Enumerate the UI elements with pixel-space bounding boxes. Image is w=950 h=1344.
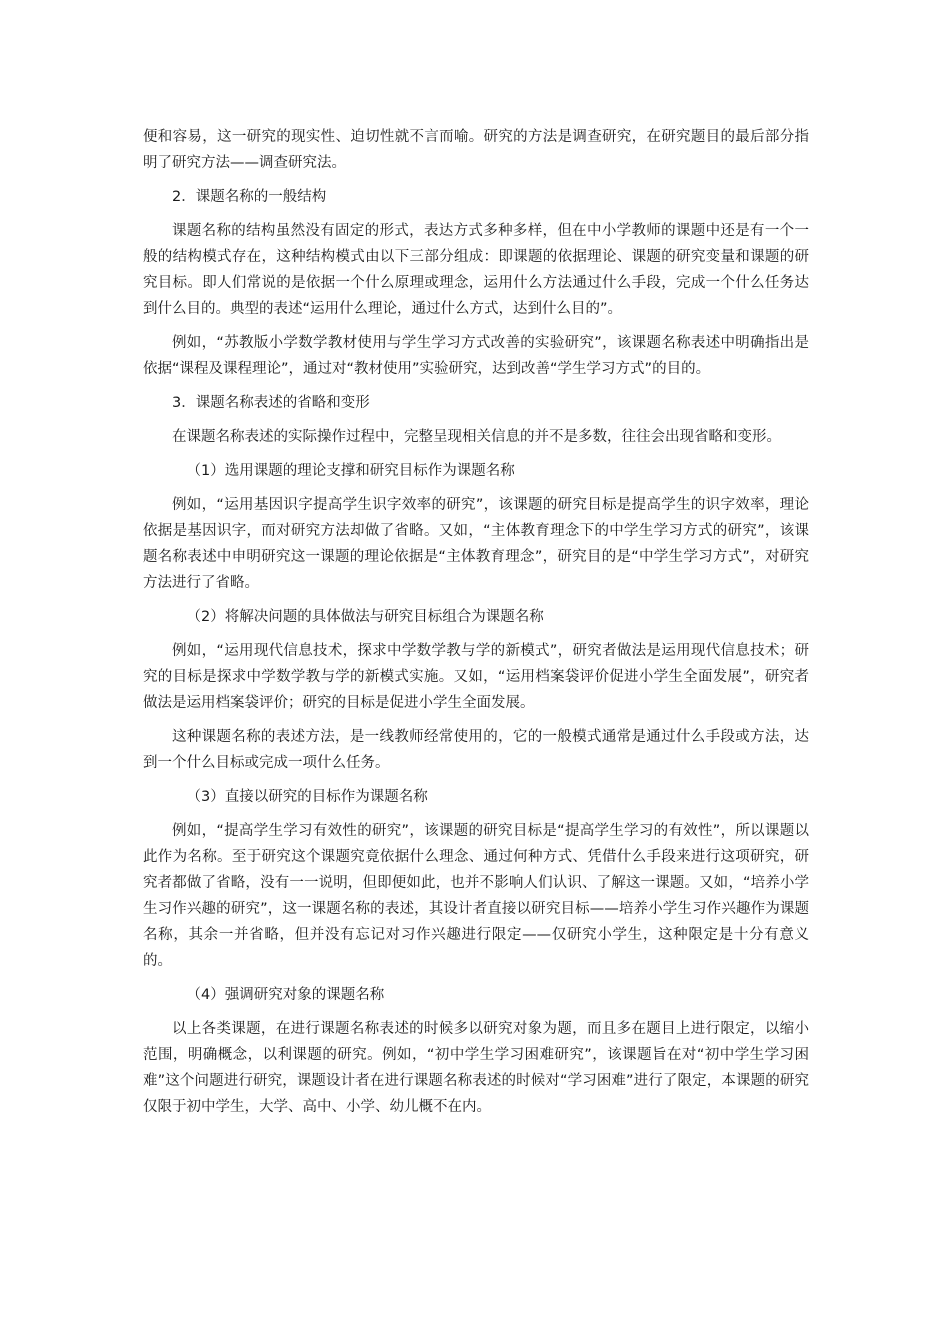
paragraph-omission-intro: 在课题名称表述的实际操作过程中，完整呈现相关信息的并不是多数，往往会出现省略和变形。 bbox=[172, 429, 781, 445]
paragraph-example-object: 以上各类课题，在进行课题名称表述的时候多以研究对象为题，而且多在题目上进行限定，以缩小范围，明确概念，以利课题的研究。例如，“初中学生学习困难研究”，该课题旨在对“初中学生学习困难”这个问题进行研究，课题设计者在进行课题名称表述的时候对“学习困难”进行了限定，本课题的研究仅限于初中学生，大学、高中、小学、幼儿概不在内。 bbox=[143, 1021, 809, 1115]
paragraph-continuation: 便和容易，这一研究的现实性、迫切性就不言而喻。研究的方法是调查研究，在研究题目的最后部分指明了研究方法——调查研究法。 bbox=[143, 129, 809, 171]
section-heading-2: 2．课题名称的一般结构 bbox=[172, 189, 327, 205]
section-heading-3: 3．课题名称表述的省略和变形 bbox=[172, 395, 370, 411]
subheading-4: （4）强调研究对象的课题名称 bbox=[186, 987, 385, 1003]
paragraph-general-structure: 课题名称的结构虽然没有固定的形式，表达方式多种多样，但在中小学教师的课题中还是有一个一般的结构模式存在，这种结构模式由以下三部分组成：即课题的依据理论、课题的研究变量和课题的研究目标。即人们常说的是依据一个什么原理或理念，运用什么方法通过什么手段，完成一个什么任务达到什么目的。典型的表述“运用什么理论，通过什么方式，达到什么目的”。 bbox=[143, 223, 809, 317]
document-page bbox=[143, 124, 809, 1128]
paragraph-example-1: 例如，“苏教版小学数学教材使用与学生学习方式改善的实验研究”，该课题名称表述中明确指出是依据“课程及课程理论”，通过对“教材使用”实验研究，达到改善“学生学习方式”的目的。 bbox=[143, 335, 809, 377]
subheading-2: （2）将解决问题的具体做法与研究目标组合为课题名称 bbox=[186, 609, 544, 625]
paragraph-example-theory: 例如，“运用基因识字提高学生识字效率的研究”，该课题的研究目标是提高学生的识字效率，理论依据是基因识字，而对研究方法却做了省略。又如，“主体教育理念下的中学生学习方式的研究”，该课题名称表述中申明研究这一课题的理论依据是“主体教育理念”，研究目的是“中学生学习方式”，对研究方法进行了省略。 bbox=[143, 497, 809, 591]
paragraph-method-summary: 这种课题名称的表述方法，是一线教师经常使用的，它的一般模式通常是通过什么手段或方法，达到一个什么目标或完成一项什么任务。 bbox=[143, 729, 809, 771]
subheading-3: （3）直接以研究的目标作为课题名称 bbox=[186, 789, 428, 805]
paragraph-example-goal: 例如，“提高学生学习有效性的研究”，该课题的研究目标是“提高学生学习的有效性”，所以课题以此作为名称。至于研究这个课题究竟依据什么理念、通过何种方式、凭借什么手段来进行这项研究，研究者都做了省略，没有一一说明，但即便如此，也并不影响人们认识、了解这一课题。又如，“培养小学生习作兴趣的研究”，这一课题名称的表述，其设计者直接以研究目标——培养小学生习作兴趣作为课题名称，其余一并省略，但并没有忘记对习作兴趣进行限定——仅研究小学生，这种限定是十分有意义的。 bbox=[143, 823, 809, 969]
subheading-1: （1）选用课题的理论支撑和研究目标作为课题名称 bbox=[186, 463, 515, 479]
paragraph-example-method: 例如，“运用现代信息技术，探求中学数学教与学的新模式”，研究者做法是运用现代信息技术；研究的目标是探求中学数学教与学的新模式实施。又如，“运用档案袋评价促进小学生全面发展”，研究者做法是运用档案袋评价；研究的目标是促进小学生全面发展。 bbox=[143, 643, 809, 711]
